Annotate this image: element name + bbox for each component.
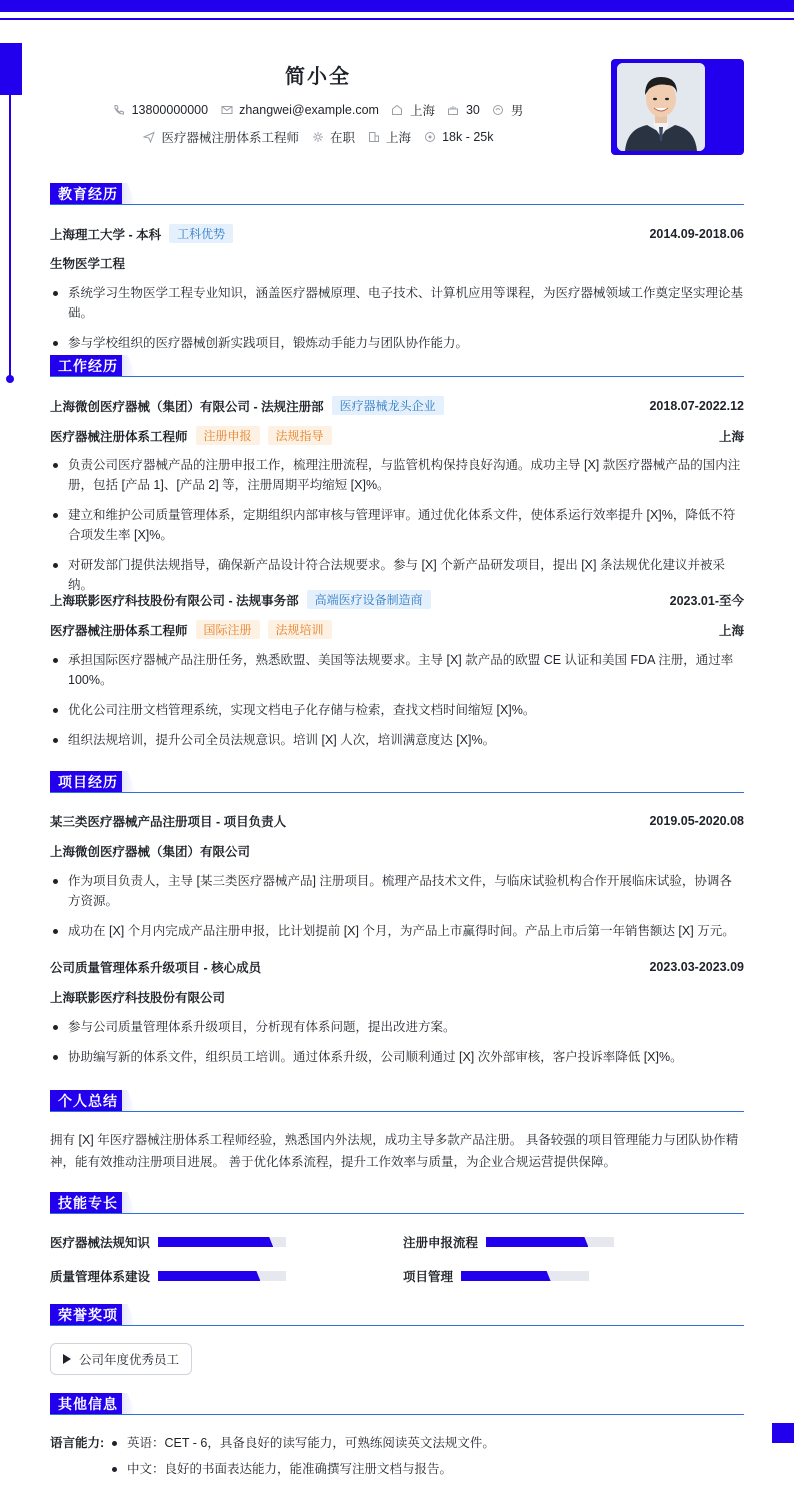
- skill-level-bar: [158, 1271, 286, 1281]
- target-city-value: 上海: [386, 131, 412, 145]
- list-item: 承担国际医疗器械产品注册任务，熟悉欧盟、美国等法规要求。主导 [X] 款产品的欧盟 CE 认证和美国 FDA 注册，通过率 100%。: [50, 650, 744, 690]
- building-icon: [367, 131, 380, 144]
- email-value: zhangwei@example.com: [239, 103, 379, 117]
- top-accent-bar: [0, 0, 794, 12]
- skills-section-title: 技能专长: [50, 1192, 126, 1214]
- gender-item: [492, 101, 524, 119]
- age-item: [447, 103, 480, 117]
- age-value: 30: [465, 103, 480, 117]
- major: 生物医学工程: [50, 257, 126, 271]
- phone-icon: [113, 104, 126, 117]
- section-divider: [50, 1213, 744, 1214]
- side-timeline-dot: [6, 375, 14, 383]
- work-location: 上海: [718, 623, 744, 638]
- section-divider: [50, 1325, 744, 1326]
- position-icon: [143, 131, 156, 144]
- section-divider: [50, 1111, 744, 1112]
- skill-item: [50, 1233, 286, 1251]
- section-title-decoration: [122, 1090, 136, 1112]
- company-name: 上海微创医疗器械（集团）有限公司 - 法规注册部: [50, 399, 324, 414]
- work-entry-2-role: [50, 620, 744, 639]
- project-2-org-row: [50, 988, 744, 1006]
- education-period: 2014.09-2018.06: [649, 226, 744, 241]
- work-entry-1-header: [50, 396, 744, 415]
- status-icon: [311, 131, 324, 144]
- skill-level-fill: [486, 1237, 588, 1247]
- list-item: 优化公司注册文档管理系统，实现文档电子化存储与检索，查找文档时间缩短 [X]%。: [50, 700, 744, 720]
- list-item: 作为项目负责人，主导 [某三类医疗器械产品] 注册项目。梳理产品技术文件，与临床试验机构合作开展临床试验，协调各方资源。: [50, 871, 744, 911]
- salary-icon: [423, 131, 436, 144]
- contact-info-row: [0, 101, 636, 119]
- project-period: 2023.03-2023.09: [649, 960, 744, 974]
- awards-section-header: [50, 1304, 744, 1326]
- role-tag: 注册申报: [196, 426, 260, 445]
- city-item: [391, 101, 435, 119]
- awards-section-title: 荣誉奖项: [50, 1304, 126, 1326]
- list-item: 成功在 [X] 个月内完成产品注册申报，比计划提前 [X] 个月，为产品上市赢得时间。产品上市后第一年销售额达 [X] 万元。: [50, 921, 744, 941]
- project-title: 某三类医疗器械产品注册项目 - 项目负责人: [50, 815, 287, 829]
- list-item: 系统学习生物医学工程专业知识，涵盖医疗器械原理、电子技术、计算机应用等课程，为医疗器械领域工作奠定坚实理论基础。: [50, 283, 744, 323]
- company-name: 上海联影医疗科技股份有限公司 - 法规事务部: [50, 593, 299, 608]
- project-2-bullets: [50, 1017, 744, 1077]
- education-section-header: [50, 183, 744, 205]
- section-divider: [50, 376, 744, 377]
- list-item: 负责公司医疗器械产品的注册申报工作，梳理注册流程，与监管机构保持良好沟通。成功主导 [X] 款医疗器械产品的国内注册，包括 [产品 1]、[产品 2] 等，注册周期平均缩短 [X]%。: [50, 455, 744, 495]
- gender-icon: [492, 104, 505, 117]
- work-section-header: [50, 355, 744, 377]
- corner-accent-block: [772, 1423, 794, 1443]
- mail-icon: [220, 104, 233, 117]
- other-section-header: [50, 1393, 744, 1415]
- skill-name: 注册申报流程: [403, 1236, 479, 1250]
- city-value: 上海: [409, 104, 435, 118]
- company-tag: 高端医疗设备制造商: [307, 590, 431, 609]
- school-name: 上海理工大学 - 本科: [50, 227, 162, 242]
- list-item: 英语：CET - 6，具备良好的读写能力，可熟练阅读英文法规文件。: [108, 1433, 744, 1453]
- work-period: 2018.07-2022.12: [649, 398, 744, 413]
- language-label: 语言能力:: [50, 1436, 105, 1450]
- job-title: 医疗器械注册体系工程师: [50, 623, 188, 638]
- status-value: 在职: [330, 131, 356, 145]
- education-section-title: 教育经历: [50, 183, 126, 205]
- skill-item: [403, 1233, 614, 1251]
- top-accent-line: [0, 18, 794, 20]
- list-item: 建立和维护公司质量管理体系，定期组织内部审核与管理评审。通过优化体系文件，使体系运行效率提升 [X]%，降低不符合项发生率 [X]%。: [50, 505, 744, 545]
- skill-level-fill: [158, 1271, 260, 1281]
- salary-value: 18k - 25k: [442, 130, 494, 144]
- project-2-header: [50, 958, 744, 976]
- profile-photo: [617, 63, 705, 151]
- summary-section-title: 个人总结: [50, 1090, 126, 1112]
- work-entry-2-bullets: [50, 650, 744, 760]
- project-period: 2019.05-2020.08: [649, 814, 744, 828]
- status-item: [311, 128, 355, 146]
- list-item: 对研发部门提供法规指导，确保新产品设计符合法规要求。参与 [X] 个新产品研发项目，提出 [X] 条法规优化建议并被采纳。: [50, 555, 744, 595]
- email-item: [220, 103, 379, 117]
- section-title-decoration: [122, 355, 136, 377]
- work-location: 上海: [718, 429, 744, 444]
- education-bullets: [50, 283, 744, 363]
- skill-item: [403, 1267, 589, 1285]
- project-1-org-row: [50, 842, 744, 860]
- project-1-bullets: [50, 871, 744, 951]
- section-title-decoration: [122, 1304, 136, 1326]
- role-tag: 国际注册: [196, 620, 260, 639]
- section-title-decoration: [122, 771, 136, 793]
- education-entry-header: [50, 224, 744, 243]
- project-org: 上海联影医疗科技股份有限公司: [50, 991, 226, 1005]
- summary-text: 拥有 [X] 年医疗器械注册体系工程师经验，熟悉国内外法规，成功主导多款产品注册。 具备较强的项目管理能力与团队协作精神，能有效推动注册项目进展。 善于优化体系流程，提升工作效率与质量，为企业合规运营提供保障。: [50, 1133, 739, 1169]
- job-title: 医疗器械注册体系工程师: [50, 429, 188, 444]
- work-section-title: 工作经历: [50, 355, 126, 377]
- age-icon: [447, 104, 460, 117]
- skill-level-bar: [158, 1237, 286, 1247]
- work-period: 2023.01-至今: [669, 593, 744, 608]
- section-divider: [50, 204, 744, 205]
- list-item: 中文：良好的书面表达能力，能准确撰写注册文档与报告。: [108, 1459, 744, 1479]
- list-item: 参与学校组织的医疗器械创新实践项目，锻炼动手能力与团队协作能力。: [50, 333, 744, 353]
- position-value: 医疗器械注册体系工程师: [161, 131, 300, 145]
- list-item: 参与公司质量管理体系升级项目，分析现有体系问题，提出改进方案。: [50, 1017, 744, 1037]
- skill-name: 项目管理: [403, 1270, 454, 1284]
- company-tag: 医疗器械龙头企业: [332, 396, 444, 415]
- skill-level-fill: [158, 1237, 273, 1247]
- role-tag: 法规指导: [268, 426, 332, 445]
- work-entry-1-role: [50, 426, 744, 445]
- play-triangle-icon: [63, 1354, 71, 1364]
- award-badge: [50, 1343, 192, 1375]
- skill-name: 质量管理体系建设: [50, 1270, 151, 1284]
- list-item: 组织法规培训，提升公司全员法规意识。培训 [X] 人次，培训满意度达 [X]%。: [50, 730, 744, 750]
- work-entry-1-bullets: [50, 455, 744, 605]
- salary-item: [423, 130, 493, 144]
- location-icon: [391, 104, 404, 117]
- phone-item: [113, 103, 208, 117]
- award-name: 公司年度优秀员工: [79, 1353, 180, 1367]
- project-1-header: [50, 812, 744, 830]
- position-item: [143, 128, 300, 146]
- language-list: [108, 1433, 744, 1485]
- section-title-decoration: [122, 1192, 136, 1214]
- section-divider: [50, 792, 744, 793]
- target-city-item: [367, 128, 411, 146]
- skill-level-bar: [486, 1237, 614, 1247]
- skill-item: [50, 1267, 286, 1285]
- gender-value: 男: [510, 104, 524, 118]
- projects-section-header: [50, 771, 744, 793]
- skill-level-fill: [461, 1271, 551, 1281]
- list-item: 协助编写新的体系文件，组织员工培训。通过体系升级，公司顺利通过 [X] 次外部审核，客户投诉率降低 [X]%。: [50, 1047, 744, 1067]
- job-intention-row: [0, 128, 636, 146]
- skills-section-header: [50, 1192, 744, 1214]
- skill-name: 医疗器械法规知识: [50, 1236, 151, 1250]
- phone-value: 13800000000: [131, 103, 209, 117]
- role-tag: 法规培训: [268, 620, 332, 639]
- summary-section-header: [50, 1090, 744, 1112]
- skill-level-bar: [461, 1271, 589, 1281]
- other-section-title: 其他信息: [50, 1393, 126, 1415]
- candidate-name: 简小全: [285, 66, 351, 88]
- project-title: 公司质量管理体系升级项目 - 核心成员: [50, 961, 262, 975]
- projects-section-title: 项目经历: [50, 771, 126, 793]
- work-entry-2-header: [50, 590, 744, 609]
- school-tag: 工科优势: [169, 224, 233, 243]
- section-divider: [50, 1414, 744, 1415]
- education-major-row: [50, 254, 744, 272]
- section-title-decoration: [122, 183, 136, 205]
- section-title-decoration: [122, 1393, 136, 1415]
- project-org: 上海微创医疗器械（集团）有限公司: [50, 845, 251, 859]
